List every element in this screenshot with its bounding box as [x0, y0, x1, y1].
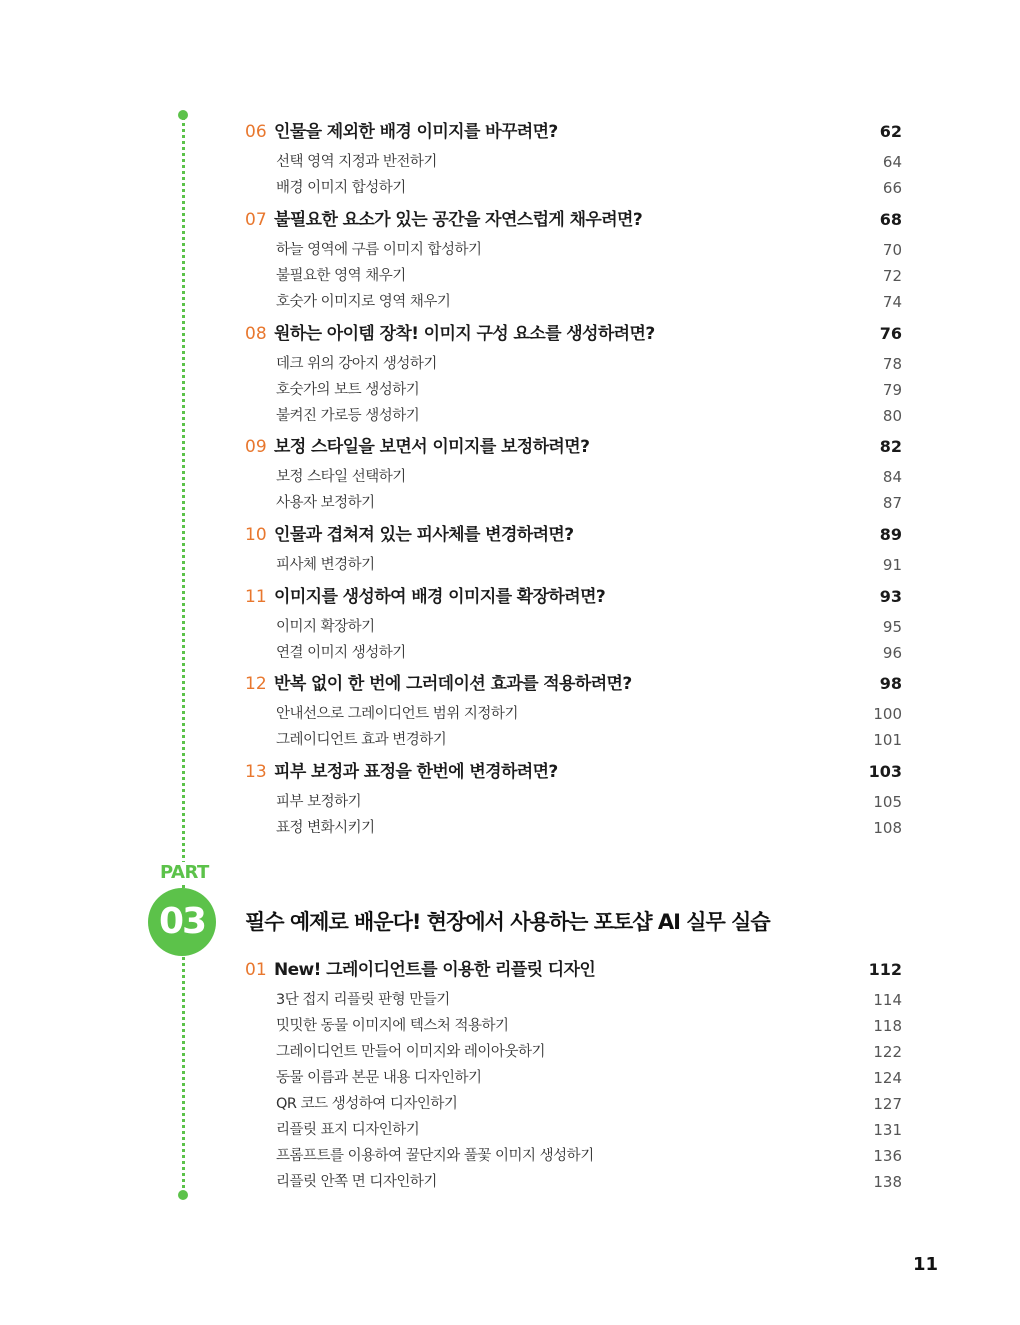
toc-section-row — [0, 1013, 1020, 1039]
section-title: 불켜진 가로등 생성하기 — [276, 408, 420, 424]
part-label: PART — [160, 862, 209, 883]
toc-section-row — [0, 552, 1020, 578]
toc-section-row — [0, 1117, 1020, 1143]
chapter-number: 08 — [245, 324, 267, 344]
toc-page-number: 87 — [882, 494, 902, 512]
section-title: 그레이디언트 만들어 이미지와 레이아웃하기 — [276, 1044, 545, 1060]
toc-section-row — [0, 237, 1020, 263]
toc-section-row — [0, 490, 1020, 516]
toc-section-row — [0, 815, 1020, 841]
section-title: QR 코드 생성하여 디자인하기 — [276, 1096, 458, 1112]
toc-page-number: 66 — [882, 179, 902, 197]
toc-page-number: 62 — [879, 122, 902, 141]
toc-section-row — [0, 175, 1020, 201]
toc-page-number: 112 — [868, 960, 902, 979]
section-title: 사용자 보정하기 — [276, 495, 375, 511]
toc-section-row — [0, 263, 1020, 289]
chapter-number: 09 — [245, 437, 267, 457]
toc-page-number: 124 — [873, 1069, 902, 1087]
toc-page-number: 72 — [882, 267, 902, 285]
chapter-title: 원하는 아이템 장착! 이미지 구성 요소를 생성하려면? — [274, 324, 655, 344]
toc-page-number: 84 — [882, 468, 902, 486]
chapter-number: 10 — [245, 525, 267, 545]
section-title: 프롬프트를 이용하여 꿀단지와 풀꽃 이미지 생성하기 — [276, 1148, 594, 1164]
toc-chapter-row — [0, 119, 1020, 145]
section-title: 밋밋한 동물 이미지에 텍스처 적용하기 — [276, 1018, 509, 1034]
section-title: 불필요한 영역 채우기 — [276, 268, 406, 284]
section-title: 데크 위의 강아지 생성하기 — [276, 356, 437, 372]
toc-section-row — [0, 149, 1020, 175]
toc-page-number: 74 — [882, 293, 902, 311]
toc-page-number: 93 — [879, 587, 902, 606]
toc-page-number: 108 — [873, 819, 902, 837]
chapter-title: 보정 스타일을 보면서 이미지를 보정하려면? — [274, 437, 590, 457]
chapter-number: 13 — [245, 762, 267, 782]
chapter-number: 12 — [245, 674, 267, 694]
toc-section-row — [0, 614, 1020, 640]
toc-section-row — [0, 1065, 1020, 1091]
chapter-number: 06 — [245, 122, 267, 142]
toc-section-row — [0, 403, 1020, 429]
toc-chapter-row — [0, 321, 1020, 347]
part-title: 필수 예제로 배운다! 현장에서 사용하는 포토샵 AI 실무 실습 — [245, 910, 770, 934]
toc-section-row — [0, 789, 1020, 815]
toc-page-number: 103 — [868, 762, 902, 781]
toc-page-number: 114 — [873, 991, 902, 1009]
toc-section-row — [0, 987, 1020, 1013]
toc-section-row — [0, 1039, 1020, 1065]
section-title: 호숫가의 보트 생성하기 — [276, 382, 420, 398]
toc-page-number: 80 — [882, 407, 902, 425]
toc-page-number: 101 — [873, 731, 902, 749]
section-title: 리플릿 안쪽 면 디자인하기 — [276, 1174, 437, 1190]
toc-section-row — [0, 1091, 1020, 1117]
section-title: 연결 이미지 생성하기 — [276, 645, 406, 661]
section-title: 피부 보정하기 — [276, 794, 362, 810]
toc-section-row — [0, 289, 1020, 315]
toc-page-number: 122 — [873, 1043, 902, 1061]
toc-page-number: 76 — [879, 324, 902, 343]
toc-page-number: 96 — [882, 644, 902, 662]
section-title: 표정 변화시키기 — [276, 820, 375, 836]
section-title: 호숫가 이미지로 영역 채우기 — [276, 294, 451, 310]
chapter-title: 반복 없이 한 번에 그러데이션 효과를 적용하려면? — [274, 674, 632, 694]
section-title: 피사체 변경하기 — [276, 557, 375, 573]
toc-page-number: 105 — [873, 793, 902, 811]
section-title: 보정 스타일 선택하기 — [276, 469, 406, 485]
section-title: 안내선으로 그레이디언트 범위 지정하기 — [276, 706, 518, 722]
toc-page-number: 70 — [882, 241, 902, 259]
part-number-badge: 03 — [148, 888, 216, 956]
toc-page-number: 68 — [879, 210, 902, 229]
section-title: 하늘 영역에 구름 이미지 합성하기 — [276, 242, 482, 258]
section-title: 동물 이름과 본문 내용 디자인하기 — [276, 1070, 482, 1086]
toc-section-row — [0, 701, 1020, 727]
page-number: 11 — [912, 1254, 938, 1275]
toc-page-number: 64 — [882, 153, 902, 171]
toc-page-number: 118 — [873, 1017, 902, 1035]
toc-section-row — [0, 1169, 1020, 1195]
toc-page-number: 127 — [873, 1095, 902, 1113]
chapter-title: New! 그레이디언트를 이용한 리플릿 디자인 — [274, 960, 596, 980]
toc-page-number: 138 — [873, 1173, 902, 1191]
toc-page-number: 98 — [879, 674, 902, 693]
toc-page-number: 136 — [873, 1147, 902, 1165]
chapter-number: 01 — [245, 960, 267, 980]
section-title: 이미지 확장하기 — [276, 619, 375, 635]
toc-page-number: 100 — [873, 705, 902, 723]
section-title: 선택 영역 지정과 반전하기 — [276, 154, 437, 170]
toc-section-row — [0, 464, 1020, 490]
toc-section-row — [0, 640, 1020, 666]
toc-section-row — [0, 351, 1020, 377]
toc-page-number: 131 — [873, 1121, 902, 1139]
toc-chapter-row — [0, 957, 1020, 983]
toc-chapter-row — [0, 434, 1020, 460]
toc-page-number: 91 — [882, 556, 902, 574]
toc-chapter-row — [0, 759, 1020, 785]
chapter-number: 11 — [245, 587, 267, 607]
toc-page-number: 89 — [879, 525, 902, 544]
toc-section-row — [0, 1143, 1020, 1169]
toc-chapter-row — [0, 207, 1020, 233]
toc-chapter-row — [0, 522, 1020, 548]
toc-page-number: 78 — [882, 355, 902, 373]
toc-section-row — [0, 377, 1020, 403]
chapter-title: 피부 보정과 표정을 한번에 변경하려면? — [274, 762, 558, 782]
toc-chapter-row — [0, 671, 1020, 697]
section-title: 배경 이미지 합성하기 — [276, 180, 406, 196]
toc-page-number: 95 — [882, 618, 902, 636]
section-title: 리플릿 표지 디자인하기 — [276, 1122, 420, 1138]
chapter-title: 이미지를 생성하여 배경 이미지를 확장하려면? — [274, 587, 606, 607]
chapter-number: 07 — [245, 210, 267, 230]
chapter-title: 인물을 제외한 배경 이미지를 바꾸려면? — [274, 122, 558, 142]
toc-page-number: 79 — [882, 381, 902, 399]
toc-chapter-row — [0, 584, 1020, 610]
section-title: 그레이디언트 효과 변경하기 — [276, 732, 447, 748]
chapter-title: 인물과 겹쳐져 있는 피사체를 변경하려면? — [274, 525, 574, 545]
chapter-title: 불필요한 요소가 있는 공간을 자연스럽게 채우려면? — [274, 210, 643, 230]
toc-section-row — [0, 727, 1020, 753]
toc-page-number: 82 — [879, 437, 902, 456]
section-title: 3단 접지 리플릿 판형 만들기 — [276, 992, 450, 1008]
